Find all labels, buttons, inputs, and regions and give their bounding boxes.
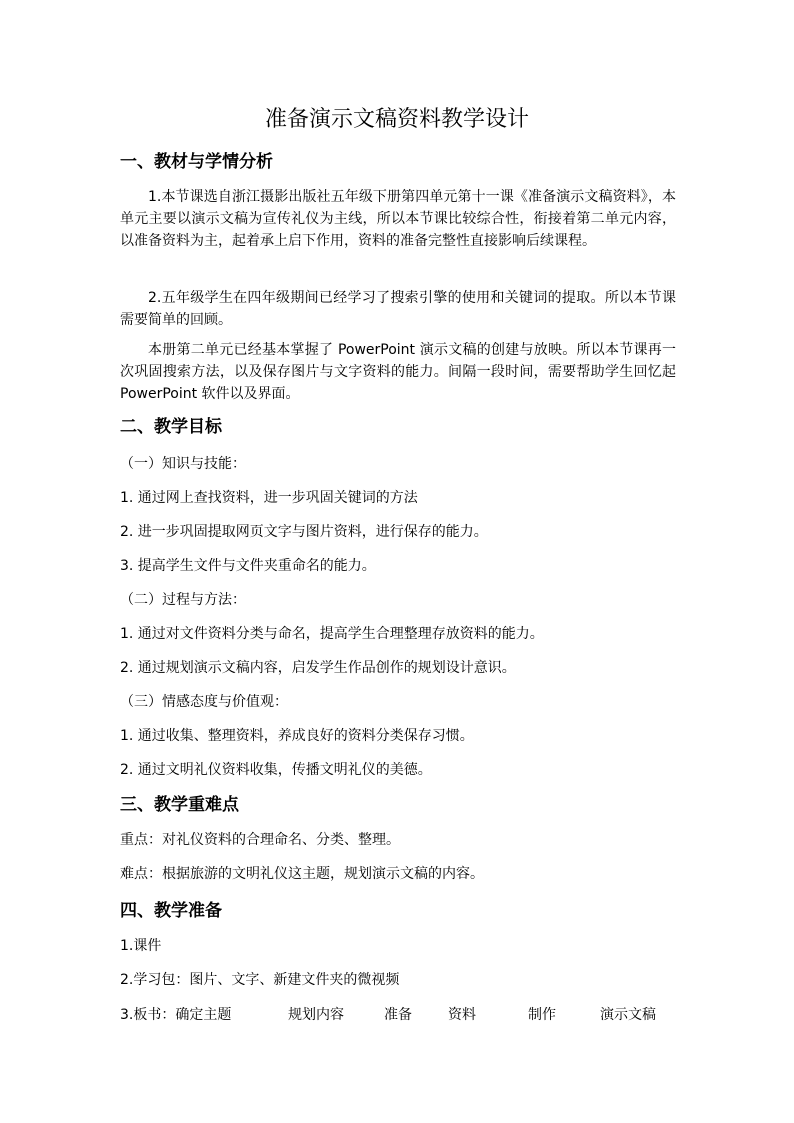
board-word: 演示文稿 xyxy=(600,1007,656,1023)
board-word: 准备 xyxy=(384,1007,412,1023)
key-point: 重点：对礼仪资料的合理命名、分类、整理。 xyxy=(120,832,400,848)
objective-item: 1. 通过网上查找资料，进一步巩固关键词的方法 xyxy=(120,490,418,506)
objective-item: 1. 通过对文件资料分类与命名，提高学生合理整理存放资料的能力。 xyxy=(120,626,544,642)
board-word: 规划内容 xyxy=(288,1007,344,1023)
section-1-paragraph-1: 1.本节课选自浙江摄影出版社五年级下册第四单元第十一课《准备演示文稿资料》，本单元主要以演示文稿为宣传礼仪为主线，所以本节课比较综合性，衔接着第二单元内容，以准备资料为主，起着承上启下作用，资料的准备完整性直接影响后续课程。 xyxy=(120,189,676,249)
objective-item: 2. 通过规划演示文稿内容，启发学生作品创作的规划设计意识。 xyxy=(120,660,516,676)
objective-item: 1. 通过收集、整理资料，养成良好的资料分类保存习惯。 xyxy=(120,728,474,744)
section-4-heading: 四、教学准备 xyxy=(120,901,222,921)
section-1-paragraph-2: 2.五年级学生在四年级期间已经学习了搜索引擎的使用和关键词的提取。所以本节课需要简单的回顾。 xyxy=(120,290,676,328)
board-label: 3.板书：确定主题 xyxy=(120,1007,232,1023)
objective-subheading-process: （二）过程与方法： xyxy=(120,592,246,608)
objective-item: 3. 提高学生文件与文件夹重命名的能力。 xyxy=(120,558,376,574)
section-2-heading: 二、教学目标 xyxy=(120,417,222,437)
document-title: 准备演示文稿资料教学设计 xyxy=(264,107,529,132)
difficult-point: 难点：根据旅游的文明礼仪这主题，规划演示文稿的内容。 xyxy=(120,866,484,882)
preparation-item: 1.课件 xyxy=(120,938,162,954)
preparation-item: 2.学习包：图片、文字、新建文件夹的微视频 xyxy=(120,972,400,988)
objective-item: 2. 进一步巩固提取网页文字与图片资料，进行保存的能力。 xyxy=(120,524,488,540)
objective-subheading-knowledge: （一）知识与技能： xyxy=(120,456,246,472)
section-1-heading: 一、教材与学情分析 xyxy=(120,152,273,172)
board-word: 制作 xyxy=(528,1007,556,1023)
section-1-paragraph-3: 本册第二单元已经基本掌握了 PowerPoint 演示文稿的创建与放映。所以本节课再一次巩固搜索方法，以及保存图片与文字资料的能力。间隔一段时间，需要帮助学生回忆起 PowerPoint 软件以及界面。 xyxy=(120,342,676,402)
objective-subheading-attitude: （三）情感态度与价值观： xyxy=(120,694,288,710)
board-word: 资料 xyxy=(448,1007,476,1023)
section-3-heading: 三、教学重难点 xyxy=(120,795,239,815)
objective-item: 2. 通过文明礼仪资料收集，传播文明礼仪的美德。 xyxy=(120,762,432,778)
